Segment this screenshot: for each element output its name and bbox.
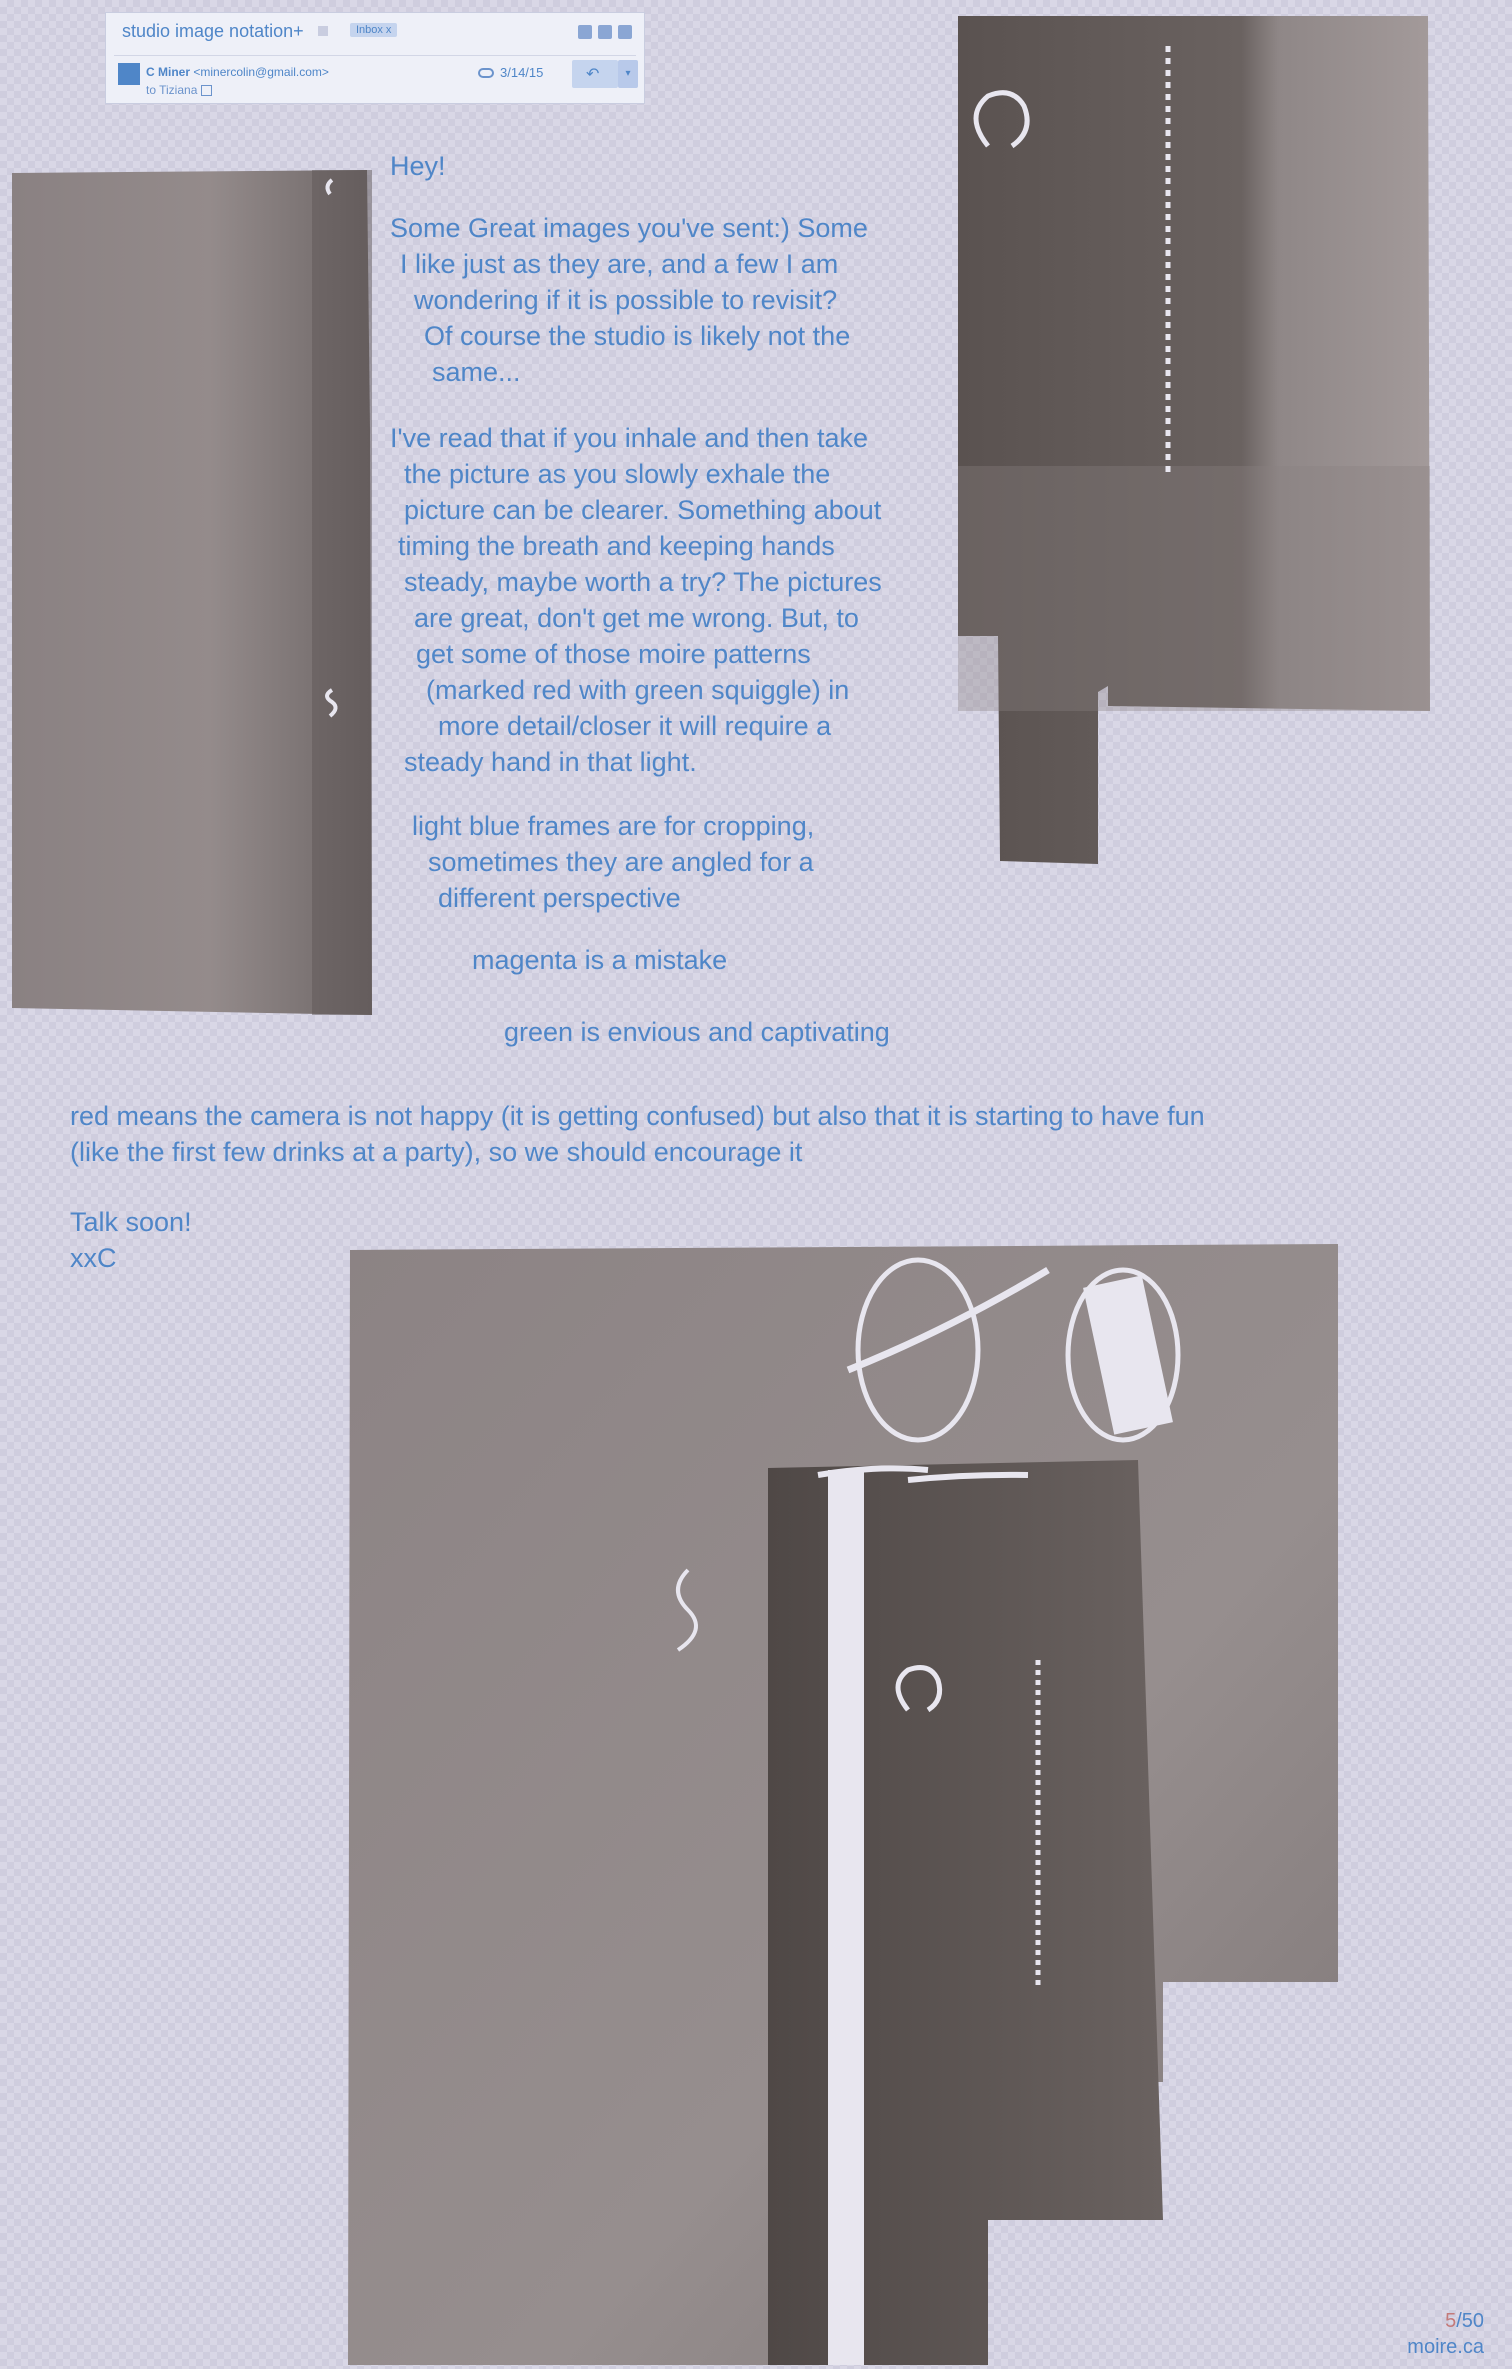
expand-icon[interactable] [578, 25, 592, 39]
paragraph-line: I like just as they are, and a few I am [400, 249, 839, 279]
paragraph-line: picture can be clearer. Something about [404, 495, 882, 525]
page-number [1445, 2310, 1484, 2333]
paragraph-line: light blue frames are for cropping, [412, 811, 815, 841]
reply-button[interactable] [572, 60, 618, 88]
photo-top-right [958, 16, 1430, 864]
paragraph-line: Some Great images you've sent:) Some [390, 213, 868, 243]
chevron-down-icon: ▾ [625, 68, 631, 79]
recipient-details-icon[interactable] [201, 85, 212, 96]
page-current: 5 [1445, 2310, 1457, 2332]
green-note: green is envious and captivating [504, 1017, 890, 1047]
paragraph-line: steady hand in that light. [404, 747, 697, 777]
paragraph-line: wondering if it is possible to revisit? [414, 285, 838, 315]
red-note-line: (like the first few drinks at a party), so we should encourage it [70, 1137, 803, 1167]
label-icon [318, 26, 328, 36]
red-note-line: red means the camera is not happy (it is getting confused) but also that it is starting to have fun [70, 1101, 1205, 1131]
paragraph-line: steady, maybe worth a try? The pictures [404, 567, 882, 597]
header-actions [578, 25, 632, 39]
paragraph-line: sometimes they are angled for a [428, 847, 814, 877]
header-divider [114, 55, 636, 56]
new-window-icon[interactable] [618, 25, 632, 39]
avatar [118, 63, 140, 85]
sender-line [146, 65, 329, 79]
closing: Talk soon! [70, 1207, 192, 1237]
recipient-line: to Tiziana [146, 83, 212, 97]
signoff: xxC [70, 1243, 117, 1273]
page-total: /50 [1456, 2310, 1484, 2332]
site-url[interactable]: moire.ca [1407, 2336, 1484, 2358]
magenta-note: magenta is a mistake [472, 945, 728, 975]
paragraph-line: same... [432, 357, 521, 387]
paragraph-line: (marked red with green squiggle) in [426, 675, 850, 705]
paragraph-line: Of course the studio is likely not the [424, 321, 851, 351]
reply-arrow-icon: ↶ [586, 66, 600, 83]
paragraph-line: timing the breath and keeping hands [398, 531, 835, 561]
inbox-label[interactable]: Inbox x [350, 23, 397, 37]
attachment-icon [478, 68, 494, 78]
photo-bottom [348, 1240, 1340, 2365]
paragraph-line: I've read that if you inhale and then take [390, 423, 868, 453]
photo-left [12, 170, 372, 1015]
email-header [105, 12, 645, 104]
label-close-icon[interactable]: x [385, 24, 392, 36]
paragraph-line: get some of those moire patterns [416, 639, 811, 669]
letter-greeting: Hey! [390, 151, 446, 181]
email-subject: studio image notation+ [122, 21, 304, 41]
paragraph-line: are great, don't get me wrong. But, to [414, 603, 859, 633]
email-date: 3/14/15 [500, 65, 544, 80]
paragraph-line: more detail/closer it will require a [438, 711, 832, 741]
sender-email: <minercolin@gmail.com> [193, 65, 329, 79]
sender-name: C Miner [146, 65, 191, 79]
print-icon[interactable] [598, 25, 612, 39]
more-actions-button[interactable] [618, 60, 638, 88]
paragraph-line: different perspective [438, 883, 681, 913]
paragraph-line: the picture as you slowly exhale the [404, 459, 831, 489]
